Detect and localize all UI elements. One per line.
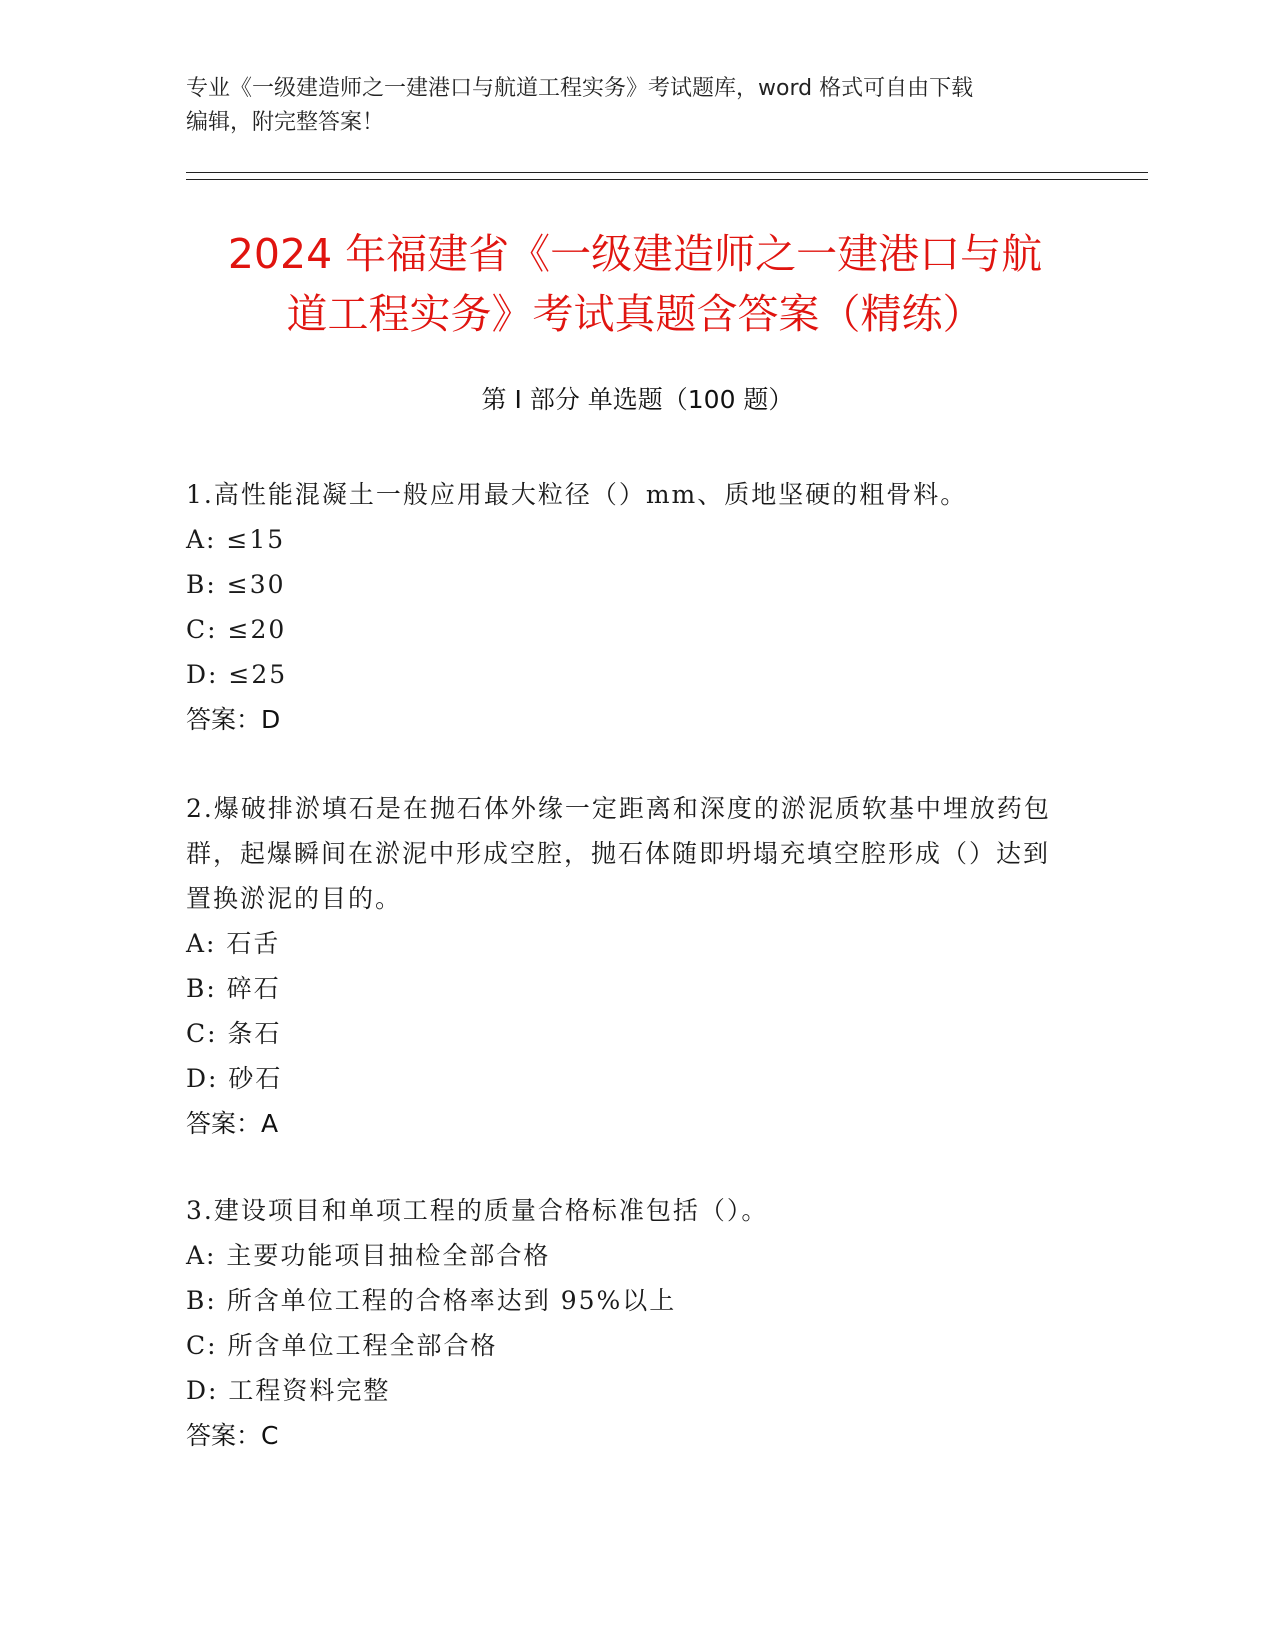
question-stem: 3.建设项目和单项工程的质量合格标准包括（）。: [186, 1196, 769, 1225]
option-a: A: 主要功能项目抽检全部合格: [186, 1241, 551, 1270]
header-divider-bottom: [186, 179, 1148, 180]
option-a: A: ≤15: [186, 525, 286, 554]
option-d: D: ≤25: [186, 660, 288, 689]
answer: 答案：D: [186, 705, 281, 734]
answer: 答案：A: [186, 1109, 279, 1138]
header-note-line-1: 专业《一级建造师之一建港口与航道工程实务》考试题库，word 格式可自由下载: [186, 76, 974, 101]
question-2: [186, 786, 1066, 1146]
option-d: D: 砂石: [186, 1064, 283, 1093]
answer: 答案：C: [186, 1421, 279, 1450]
option-b: B: 所含单位工程的合格率达到 95%以上: [186, 1286, 677, 1315]
document-title-line-1: 2024 年福建省《一级建造师之一建港口与航: [227, 230, 1043, 278]
option-d: D: 工程资料完整: [186, 1376, 391, 1405]
question-stem: 2.爆破排淤填石是在抛石体外缘一定距离和深度的淤泥质软基中埋放药包群，起爆瞬间在淤泥中形成空腔，抛石体随即坍塌充填空腔形成（）达到置换淤泥的目的。: [186, 794, 1051, 913]
option-a: A: 石舌: [186, 929, 281, 958]
option-c: C: 条石: [186, 1019, 282, 1048]
option-c: C: ≤20: [186, 615, 287, 644]
option-b: B: 碎石: [186, 974, 281, 1003]
question-stem: 1.高性能混凝土一般应用最大粒径（）mm、质地坚硬的粗骨料。: [186, 480, 968, 509]
question-1: [186, 472, 1066, 742]
question-3: [186, 1188, 1066, 1458]
option-c: C: 所含单位工程全部合格: [186, 1331, 498, 1360]
option-b: B: ≤30: [186, 570, 286, 599]
document-title: [130, 224, 1140, 344]
header-note: [186, 72, 1066, 140]
header-note-line-2: 编辑，附完整答案！: [186, 110, 385, 135]
section-title: 第 I 部分 单选题（100 题）: [481, 385, 794, 414]
document-title-line-2: 道工程实务》考试真题含答案（精练）: [286, 290, 984, 338]
header-divider-top: [186, 172, 1148, 173]
